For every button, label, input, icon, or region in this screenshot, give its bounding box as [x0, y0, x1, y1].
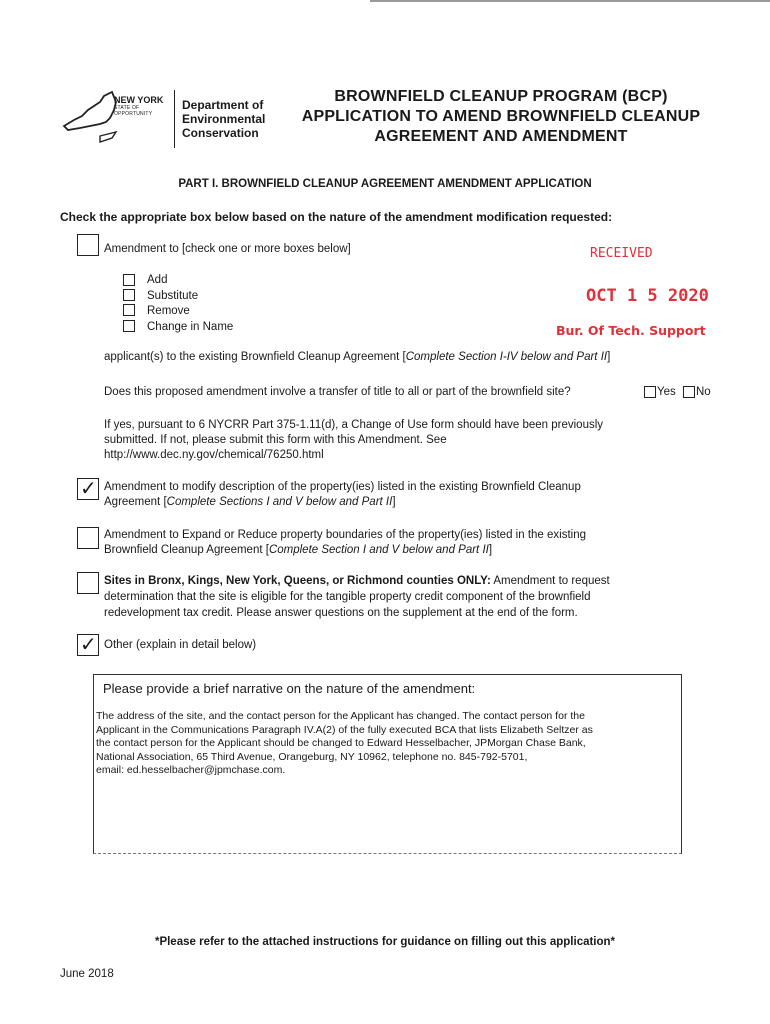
- modify-desc-line2a: Agreement [: [104, 496, 167, 508]
- if-yes-line2: submitted. If not, please submit this form with this Amendment. See: [104, 434, 447, 446]
- title-line2: APPLICATION TO AMEND BROWNFIELD CLEANUP: [301, 108, 701, 125]
- logo-dept-line2: Environmental: [182, 112, 266, 126]
- transfer-question: Does this proposed amendment involve a transfer of title to all or part of the brownfield site?: [104, 386, 571, 398]
- applicant-line-c: ]: [607, 351, 611, 363]
- stamp-dept: Bur. Of Tech. Support: [556, 323, 706, 338]
- dept-wordmark: [182, 98, 265, 140]
- narrative-line4: National Association, 65 Third Avenue, Orangeburg, NY 10962, telephone no. 845-792-5701,: [96, 750, 528, 763]
- nyc-sites-checkbox[interactable]: [77, 572, 99, 594]
- applicant-line: [104, 350, 610, 365]
- add-label: Add: [147, 274, 168, 286]
- document-title: [286, 87, 716, 147]
- expand-reduce-line2: [104, 543, 492, 558]
- modify-desc-line2c: ]: [392, 496, 396, 508]
- logo-divider: [174, 90, 175, 148]
- amend-to-checkbox[interactable]: [77, 234, 99, 256]
- remove-checkbox[interactable]: [123, 304, 135, 316]
- top-scan-line: [370, 0, 770, 2]
- transfer-yes-checkbox[interactable]: [644, 386, 656, 398]
- transfer-no-checkbox[interactable]: [683, 386, 695, 398]
- change-name-label: Change in Name: [147, 321, 234, 333]
- expand-reduce-line2c: ]: [488, 544, 493, 556]
- logo-dept-line3: Conservation: [182, 126, 259, 140]
- instruction-text: Check the appropriate box below based on the nature of the amendment modification requested:: [60, 210, 613, 224]
- applicant-line-a: applicant(s) to the existing Brownfield Cleanup Agreement [: [104, 351, 406, 363]
- expand-reduce-line2a: Brownfield Cleanup Agreement [: [104, 544, 269, 556]
- amend-to-label: Amendment to [check one or more boxes below]: [104, 243, 351, 255]
- if-yes-line1: If yes, pursuant to 6 NYCRR Part 375-1.11(d), a Change of Use form should have been previously: [104, 419, 604, 431]
- narrative-line1: The address of the site, and the contact person for the Applicant has changed. The contact person for the: [96, 710, 585, 722]
- nyc-sites-line1-rest: Amendment to request: [490, 575, 610, 587]
- logo-ny-line2: STATE OF: [114, 105, 140, 111]
- title-line1: BROWNFIELD CLEANUP PROGRAM (BCP): [334, 88, 668, 105]
- other-label: Other (explain in detail below): [104, 639, 257, 651]
- change-name-checkbox[interactable]: [123, 320, 135, 332]
- substitute-checkbox[interactable]: [123, 289, 135, 301]
- narrative-line3: the contact person for the Applicant should be changed to Edward Hesselbacher, JPMorgan Chase Bank,: [96, 737, 586, 749]
- checkmark-icon: ✓: [80, 632, 97, 656]
- nyc-sites-line1: [104, 574, 610, 589]
- nyc-sites-line2: determination that the site is eligible for the tangible property credit component of the brownfield: [104, 591, 591, 603]
- ny-state-map-icon: [60, 88, 120, 150]
- transfer-yes-label: Yes: [657, 386, 676, 398]
- narrative-line5: email: ed.hesselbacher@jpmchase.com.: [96, 764, 286, 776]
- logo-ny-line3: OPPORTUNITY: [114, 111, 153, 117]
- other-checkbox[interactable]: [77, 634, 99, 656]
- stamp-date: OCT 1 5 2020: [586, 286, 709, 306]
- narrative-line2: Applicant in the Communications Paragraph IV.A(2) of the fully executed BCA that lists Elizabeth Seltzer as: [96, 723, 593, 736]
- expand-reduce-line1: Amendment to Expand or Reduce property boundaries of the property(ies) listed in the existing: [104, 529, 586, 541]
- modify-desc-line2: [104, 495, 396, 510]
- stamp-received: RECEIVED: [590, 246, 653, 261]
- applicant-line-b: Complete Section I-IV below and Part II: [405, 351, 608, 363]
- title-line3: AGREEMENT AND AMENDMENT: [374, 128, 628, 145]
- logo-dept-line1: Department of: [182, 98, 264, 112]
- narrative-prompt: Please provide a brief narrative on the nature of the amendment:: [103, 681, 476, 696]
- ny-state-wordmark: [114, 96, 163, 117]
- nyc-sites-bold: Sites in Bronx, Kings, New York, Queens, or Richmond counties ONLY:: [104, 575, 491, 587]
- footer-instructions-note: *Please refer to the attached instructions for guidance on filling out this application*: [154, 936, 616, 948]
- modify-description-checkbox[interactable]: [77, 478, 99, 500]
- form-date: June 2018: [60, 968, 114, 980]
- checkmark-icon: ✓: [80, 476, 97, 500]
- part-title: PART I. BROWNFIELD CLEANUP AGREEMENT AMENDMENT APPLICATION: [178, 178, 592, 190]
- modify-desc-line2b: Complete Sections I and V below and Part II: [166, 496, 393, 508]
- transfer-no-label: No: [696, 386, 711, 398]
- narrative-text: [96, 710, 676, 778]
- modify-desc-line1: Amendment to modify description of the property(ies) listed in the existing Brownfield Cleanup: [104, 481, 581, 493]
- dec-change-of-use-link[interactable]: http://www.dec.ny.gov/chemical/76250.html: [104, 449, 324, 461]
- logo-ny-line1: NEW YORK: [114, 95, 164, 105]
- expand-reduce-line2b: Complete Section I and V below and Part II: [268, 544, 489, 556]
- expand-reduce-checkbox[interactable]: [77, 527, 99, 549]
- add-checkbox[interactable]: [123, 274, 135, 286]
- nyc-sites-line3: redevelopment tax credit. Please answer questions on the supplement at the end of the form.: [104, 607, 578, 619]
- dec-logo: [60, 88, 280, 158]
- substitute-label: Substitute: [147, 290, 199, 302]
- remove-label: Remove: [147, 305, 190, 317]
